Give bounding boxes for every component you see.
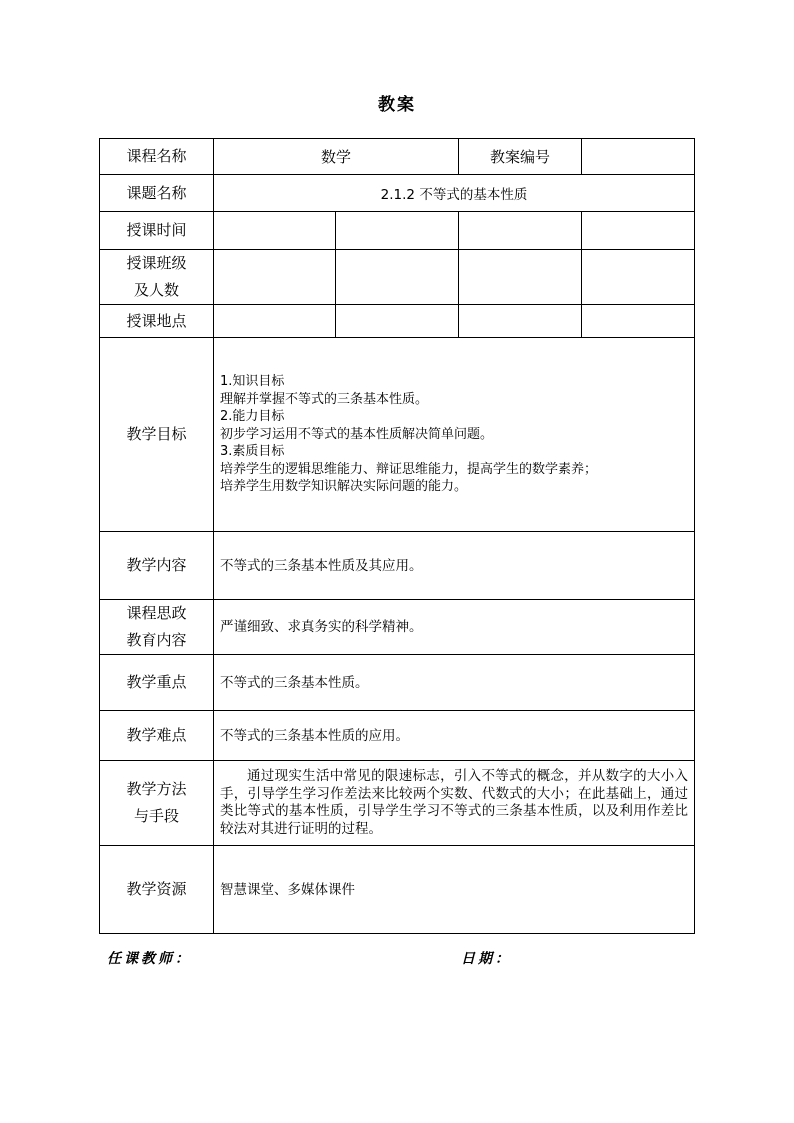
- goals-line: 培养学生用数学知识解决实际问题的能力。: [220, 479, 468, 495]
- class-cell-3[interactable]: [459, 250, 582, 305]
- place-cell-2[interactable]: [336, 305, 459, 338]
- time-cell-3[interactable]: [459, 212, 582, 250]
- goals-line: 2.能力目标: [220, 409, 285, 425]
- ideology-value: 严谨细致、求真务实的科学精神。: [214, 600, 695, 655]
- goals-value: [214, 338, 695, 532]
- plan-number-value[interactable]: [582, 139, 695, 175]
- time-cell-2[interactable]: [336, 212, 459, 250]
- method-value: 通过现实生活中常见的限速标志，引入不等式的概念，并从数字的大小入手，引导学生学习作差法来比较两个实数、代数式的大小；在此基础上，通过类比等式的基本性质，引导学生学习不等式的三条基本性质，以及利用作差比较法对其进行证明的过程。: [214, 761, 695, 846]
- row-difficulty: [100, 711, 695, 761]
- goals-label: 教学目标: [100, 338, 214, 532]
- row-ideology: [100, 600, 695, 655]
- class-cell-1[interactable]: [214, 250, 336, 305]
- ideology-label-line-2: 教育内容: [126, 631, 187, 649]
- difficulty-label: 教学难点: [100, 711, 214, 761]
- course-value: 数学: [214, 139, 459, 175]
- row-resources: [100, 846, 695, 934]
- plan-number-label: 教案编号: [459, 139, 582, 175]
- class-label-line-2: 及人数: [133, 281, 179, 299]
- time-cell-1[interactable]: [214, 212, 336, 250]
- row-topic: [100, 175, 695, 212]
- row-time: [100, 212, 695, 250]
- row-place: [100, 305, 695, 338]
- row-course: [100, 139, 695, 175]
- lesson-plan-table: [99, 138, 695, 934]
- page-title: 教案: [378, 95, 416, 115]
- key-label: 教学重点: [100, 655, 214, 711]
- place-cell-4[interactable]: [582, 305, 695, 338]
- row-content: [100, 532, 695, 600]
- topic-value: 2.1.2 不等式的基本性质: [214, 175, 695, 212]
- goals-line: 培养学生的逻辑思维能力、辩证思维能力，提高学生的数学素养；: [220, 461, 598, 477]
- time-cell-4[interactable]: [582, 212, 695, 250]
- class-cell-4[interactable]: [582, 250, 695, 305]
- method-label-line-1: 教学方法: [126, 780, 187, 798]
- content-label: 教学内容: [100, 532, 214, 600]
- row-goals: [100, 338, 695, 532]
- ideology-label-line-1: 课程思政: [126, 604, 187, 622]
- row-method: [100, 761, 695, 846]
- date-label: 日期：: [461, 951, 512, 967]
- place-cell-1[interactable]: [214, 305, 336, 338]
- class-label-line-1: 授课班级: [126, 254, 187, 272]
- class-label: [100, 250, 214, 305]
- method-label: [100, 761, 214, 846]
- goals-line: 1.知识目标: [220, 374, 285, 390]
- place-label: 授课地点: [100, 305, 214, 338]
- goals-line: 3.素质目标: [220, 444, 285, 460]
- topic-label: 课题名称: [100, 175, 214, 212]
- course-label: 课程名称: [100, 139, 214, 175]
- goals-line: 理解并掌握不等式的三条基本性质。: [220, 391, 429, 407]
- content-value: 不等式的三条基本性质及其应用。: [214, 532, 695, 600]
- goals-line: 初步学习运用不等式的基本性质解决简单问题。: [220, 426, 494, 442]
- time-label: 授课时间: [100, 212, 214, 250]
- row-key: [100, 655, 695, 711]
- row-class: [100, 250, 695, 305]
- place-cell-3[interactable]: [459, 305, 582, 338]
- difficulty-value: 不等式的三条基本性质的应用。: [214, 711, 695, 761]
- resources-label: 教学资源: [100, 846, 214, 934]
- method-label-line-2: 与手段: [133, 807, 179, 825]
- class-cell-2[interactable]: [336, 250, 459, 305]
- teacher-label: 任课教师：: [107, 951, 192, 967]
- resources-value: 智慧课堂、多媒体课件: [214, 846, 695, 934]
- ideology-label: [100, 600, 214, 655]
- key-value: 不等式的三条基本性质。: [214, 655, 695, 711]
